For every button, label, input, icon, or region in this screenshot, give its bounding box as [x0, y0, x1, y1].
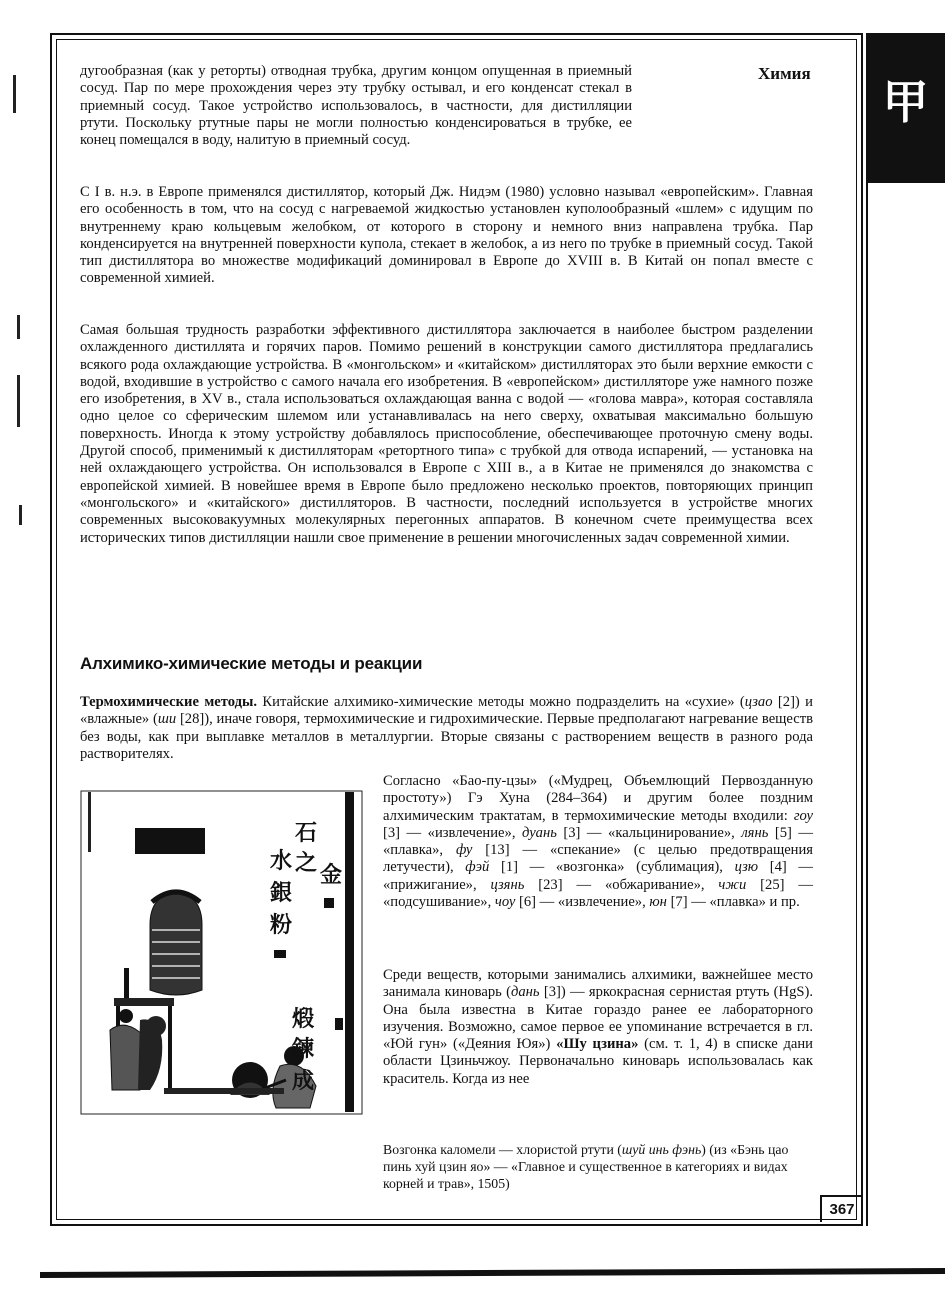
figure-char: 粉 — [270, 913, 293, 938]
figure-char: 鍊 — [292, 1037, 315, 1062]
figure-char: 成 — [292, 1069, 315, 1094]
paragraph-text: Самая большая трудность разработки эффективного дистиллятора заключается в наиболее быстром разделении охлажденного дистиллята и горячих паров. Помимо решений в конструкции самого дистиллятора предлагались всякого рода охлаждающие устройства. В «монгольском» и «китайском» дистилляторах это были верхние емкости с водой, входившие в устройство с самого начала его изобретения. В «европейском» дистилляторе уже намного позже его изобретения, в XV в., стала использоваться охлаждающая ванна с водой — «голова мавра», которая составляла одно целое со сферическим шлемом или устанавливалась на него сверху, охватывая максимально большую поверхность. Иногда к этому устройству добавлялось приспособление, обеспечивающее проточную смену воды. Другой способ, применимый к дистилляторам «ретортного типа» с трубкой для отвода испарений, — установка на ней охлаждающего устройства. Он использовался в Европе с XIII в., а в Китае не применялся до знакомства с европейской химией. В новейшее время в Европе было предложено несколько проектов, повторяющих принцип «монгольского» и «китайского» дистилляторов. В частности, последний используется в устройстве многих современных высоковакуумных молекулярных перегонных аппаратов. В конечном счете преимущества всех исторических типов дистилляции нашли свое применение в решении многочисленных задач современной химии. — [80, 322, 813, 546]
margin-tick — [17, 375, 20, 427]
margin-tick — [19, 505, 22, 525]
figure-woodcut — [80, 790, 363, 1115]
paragraph-european-distiller — [80, 184, 813, 288]
figure-char: 煅 — [292, 1007, 315, 1032]
figure-char: 金 — [320, 863, 343, 888]
paragraph-text: Среди веществ, которыми занимались алхимики, важнейшее место занимала киноварь (дань [3]) — яркокрасная сернистая ртуть (HgS). Она была известна в Китае гораздо ранее ее лабораторного изучения. Возможно, самое первое ее упоминание встречается в гл. «Юй гун» («Деяния Юя») «Шу цзина» (см. т. 1, 4) в списке дани области Цзиньчжоу. Первоначально киноварь использовалась как краситель. Когда из нее — [383, 967, 814, 1087]
paragraph-cinnabar — [383, 967, 813, 1088]
paragraph-text: Термохимические методы. Китайские алхимико-химические методы можно подразделить на «сухие» (цзао [2]) и «влажные» (ши [28]), иначе говоря, термохимические и гидрохимические. Первые предполагают нагревание веществ без воды, как при выплавке металлов в металлургии. Вторые связаны с растворением веществ в разного рода растворителях. — [80, 694, 813, 762]
scan-edge — [40, 1268, 945, 1278]
paragraph-text: Согласно «Бао-пу-цзы» («Мудрец, Объемлющий Первозданную простоту») Гэ Хуна (284–364) и другим более поздним алхимическим трактатам, в термохимические методы входили: гоу [3] — «извлечение», дуань [3] — «кальцинирование», лянь [5] — «плавка», фу [13] — «спекание» (с целью предотвращения летучести), фэй [1] — «возгонка» (сублимация), цзю [4] — «прижигание», цзянь [23] — «обжаривание», чжи [25] — «подсушивание», чоу [6] — «извлечение», юн [7] — «плавка» и пр. — [383, 773, 813, 911]
paragraph-text: дугообразная (как у реторты) отводная трубка, другим концом опущенная в приемный сосуд. Пар по мере прохождения через эту трубку остывал, и его конденсат стекал в приемный сосуд. Такое устройство использовалось, в частности, для дистилляции ртути. Поскольку ртутные пары не могли полностью конденсироваться в трубке, ее конец помещался в воду, налитую в приемный сосуд. — [80, 63, 632, 149]
paragraph-continuation — [80, 63, 632, 149]
running-head: Химия — [758, 64, 811, 83]
paragraph-thermochemical — [80, 694, 813, 763]
margin-tick — [13, 75, 16, 113]
figure-char: 石 — [295, 821, 318, 846]
figure-char: 銀 — [270, 881, 293, 906]
paragraph-text: С I в. н.э. в Европе применялся дистиллятор, который Дж. Нидэм (1980) условно называл «европейским». Главная его особенность в том, что на сосуд с нагреваемой жидкостью установлен куполообразный «шлем» с идущим по внутреннему краю кольцевым желобком, от которого в сторону и немного вниз направлена трубка. Пар конденсируется на внутренней поверхности купола, стекает в желобок, а из него по трубке в приемный сосуд. Такой тип дистиллятора во множестве модификаций доминировал в Европе до XVIII в. В Китай он попал вместе с современной химией. — [80, 184, 813, 287]
figure-char: 之 — [295, 851, 318, 876]
figure-char: 水 — [270, 849, 293, 874]
run-in-heading: Термохимические методы. — [80, 694, 258, 710]
section-heading: Алхимико-химические методы и реакции — [80, 654, 423, 673]
woodcut-illustration — [80, 790, 363, 1115]
page-number: 367 — [820, 1195, 862, 1222]
paragraph-cooling — [80, 322, 813, 547]
paragraph-methods-list — [383, 773, 813, 911]
figure-caption: Возгонка каломели — хлористой ртути (шуй инь фэнь) (из «Бэнь цао пинь хуй цзин яо» — «Главное и существенное в категориях и видах корней и трав», 1505) — [383, 1142, 789, 1191]
sidebar-rule — [866, 183, 868, 1226]
margin-tick — [17, 315, 20, 339]
section-thumb-glyph: 甲 — [882, 75, 929, 129]
